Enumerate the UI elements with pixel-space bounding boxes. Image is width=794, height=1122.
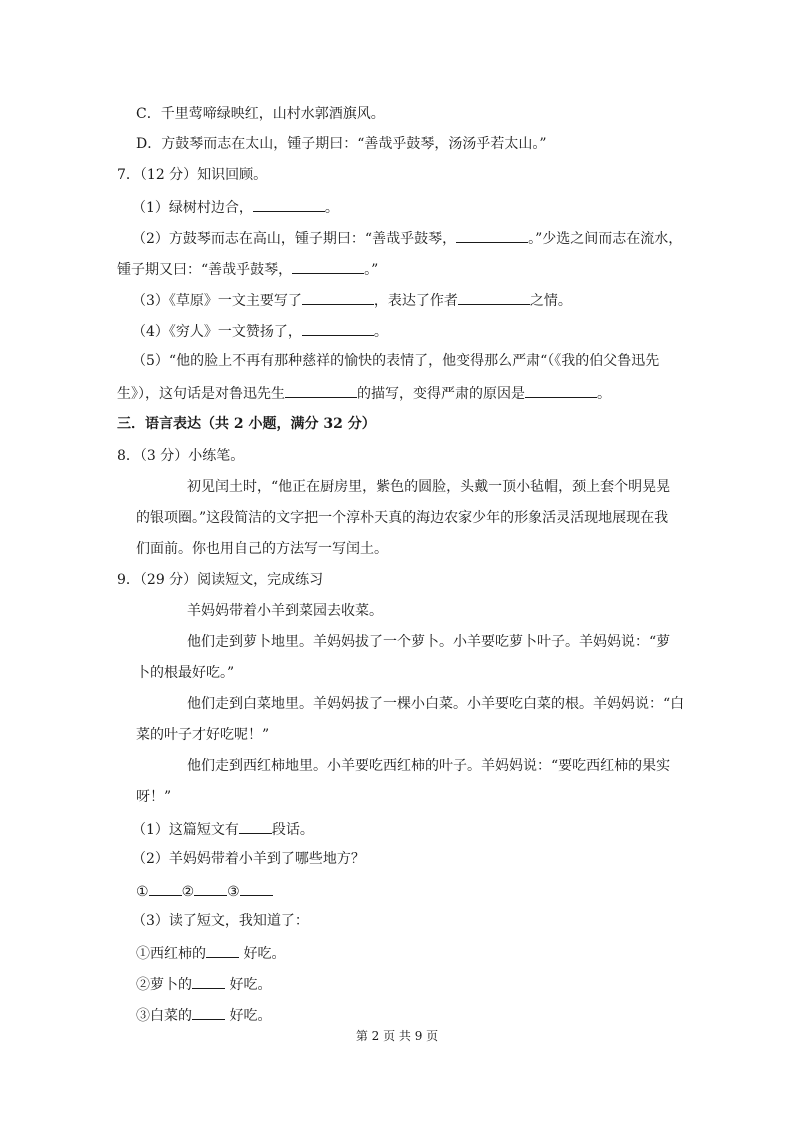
answer-3-end: 好吃。 — [225, 1008, 272, 1024]
q9-passage-p3-line-2: 菜的叶子才好吃呢！” — [136, 727, 270, 743]
answer-blank[interactable] — [194, 880, 227, 896]
q7-item-5-line-2 — [117, 382, 611, 404]
page-number: 第 2 页 共 9 页 — [355, 1029, 439, 1043]
q8-paragraph-line-1: 初见闰土时，“他正在厨房里，紫色的圆脸，头戴一顶小毡帽，颈上套个明晃晃 — [187, 479, 671, 495]
q9-item-2: （2）羊妈妈带着小羊到了哪些地方？ — [132, 851, 365, 867]
q7-item-5-end: 。 — [597, 386, 611, 402]
answer-blank[interactable] — [239, 818, 272, 834]
q7-item-1-text: （1）绿树村边合， — [132, 200, 253, 216]
answer-blank[interactable] — [192, 973, 225, 989]
q9-item-3: （3）读了短文，我知道了： — [132, 913, 309, 929]
q7-item-3-end: 之情。 — [529, 293, 572, 309]
section-heading: 三．语言表达（共 2 小题，满分 32 分） — [117, 416, 376, 432]
q7-item-4-end: 。 — [373, 324, 388, 340]
q9-item-1-end: 段话。 — [271, 822, 314, 838]
q7-item-2-text: （2）方鼓琴而志在高山，锺子期曰：“善哉乎鼓琴， — [132, 231, 457, 247]
q8-paragraph-line-2: 的银项圈。”这段简洁的文字把一个淳朴天真的海边农家少年的形象活灵活现地展现在我 — [136, 510, 669, 526]
q9-passage-p2-line-1: 他们走到萝卜地里。羊妈妈拔了一个萝卜。小羊要吃萝卜叶子。羊妈妈说：“萝 — [187, 634, 671, 650]
answer-blank[interactable] — [302, 320, 374, 336]
q8-paragraph-line-3: 们面前。你也用自己的方法写一写闰土。 — [136, 541, 388, 557]
answer-blank[interactable] — [525, 382, 597, 398]
answer-blank[interactable] — [253, 196, 325, 212]
q7-item-4-text: （4）《穷人》一文赞扬了， — [132, 324, 302, 340]
answer-2-end: 好吃。 — [225, 977, 272, 993]
circled-2: ② — [181, 884, 195, 900]
q7-item-2-line-2 — [117, 258, 378, 280]
answer-2-text: ②萝卜的 — [136, 977, 192, 993]
q7-item-5-text: 生》），这句话是对鲁迅先生 — [117, 386, 285, 402]
q7-item-1 — [132, 196, 339, 218]
answer-blank[interactable] — [149, 880, 182, 896]
q9-item-1 — [132, 818, 314, 840]
q9-item-2-answers — [136, 880, 273, 902]
answer-3-text: ③白菜的 — [136, 1008, 192, 1024]
q9-heading: 9．（29 分）阅读短文，完成练习 — [117, 572, 324, 588]
answer-blank[interactable] — [240, 880, 273, 896]
q7-item-4 — [132, 320, 388, 342]
answer-blank[interactable] — [285, 382, 357, 398]
q7-item-2-text-b: 锺子期又曰：“善哉乎鼓琴， — [117, 262, 293, 278]
q9-item-3-answer-3 — [136, 1004, 271, 1026]
q9-passage-p2-line-2: 卜的根最好吃。” — [136, 665, 235, 681]
answer-blank[interactable] — [192, 1004, 225, 1020]
q9-item-3-answer-2 — [136, 973, 271, 995]
q7-item-5-mid: 的描写，变得严肃的原因是 — [357, 386, 525, 402]
q7-item-3-mid: ，表达了作者 — [373, 293, 458, 309]
q7-item-2-end: 。” — [364, 262, 379, 278]
q9-passage-p3-line-1: 他们走到白菜地里。羊妈妈拔了一棵小白菜。小羊要吃白菜的根。羊妈妈说：“白 — [187, 696, 685, 712]
answer-blank[interactable] — [456, 227, 528, 243]
q7-item-3 — [132, 289, 572, 311]
q9-passage-p4-line-2: 呀！” — [136, 789, 172, 805]
answer-blank[interactable] — [206, 942, 239, 958]
q7-item-5-line-1: （5）“他的脸上不再有那种慈祥的愉快的表情了，他变得那么严肃“（《我的伯父鲁迅先 — [132, 353, 660, 369]
answer-blank[interactable] — [302, 289, 374, 305]
q7-item-1-end: 。 — [324, 200, 339, 216]
q7-item-2-text-cont: 。”少选之间而志在流水， — [528, 231, 683, 247]
q9-item-3-answer-1 — [136, 942, 285, 964]
circled-3: ③ — [227, 884, 240, 900]
q7-item-3-text: （3）《草原》一文主要写了 — [132, 293, 302, 309]
q7-heading: 7．（12 分）知识回顾。 — [117, 167, 268, 183]
circled-1: ① — [136, 884, 149, 900]
answer-blank[interactable] — [292, 258, 364, 274]
answer-1-end: 好吃。 — [239, 946, 286, 962]
answer-1-text: ①西红柿的 — [136, 946, 206, 962]
q9-passage-p4-line-1: 他们走到西红柿地里。小羊要吃西红柿的叶子。羊妈妈说：“要吃西红柿的果实 — [187, 758, 671, 774]
q9-item-1-text: （1）这篇短文有 — [132, 822, 239, 838]
q9-passage-p1: 羊妈妈带着小羊到菜园去收菜。 — [187, 603, 383, 619]
q7-item-2-line-1 — [132, 227, 682, 249]
q8-heading: 8．（3 分）小练笔。 — [117, 448, 245, 464]
q6-option-c: C．千里莺啼绿映红，山村水郭酒旗风。 — [136, 106, 385, 122]
answer-blank[interactable] — [458, 289, 530, 305]
q6-option-d: D．方鼓琴而志在太山，锺子期曰：“善哉乎鼓琴，汤汤乎若太山。” — [136, 136, 547, 152]
